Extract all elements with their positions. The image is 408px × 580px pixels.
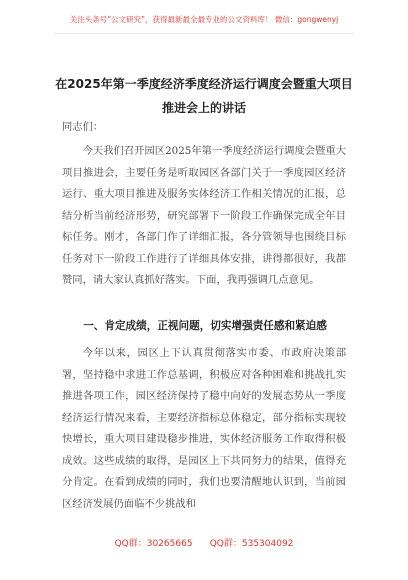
header-promo-text: 关注头条号“公文研究”，获得最新最全最专业的公文资料库！ 微信：gongwenyj [69,15,339,24]
document-title: 在2025年第一季度经济季度经济运行调度会暨重大项目推进会上的讲话 [55,77,353,115]
paragraph-body: 今年以来，园区上下认真贯彻落实市委、市政府决策部署，坚持稳中求进工作总基调，积极应对各种困难和挑战扎实推进各项工作，园区经济保持了稳中向好的发展态势从一季度经济运行情况来看，主要经济指标总体稳定，部分指标实现较快增长，重大项目建设稳步推进，实体经济服务工作取得积极成效。这些成绩的取得，是园区上下共同努力的结果，值得充分肯定。在看到成绩的同时，我们也要清醒地认识到，当前园区经济发展仍面临不少挑战和 [62,347,346,510]
salutation: 同志们： [62,121,104,133]
section-heading: 一、肯定成绩，正视问题，切实增强责任感和紧迫感 [83,320,327,332]
header-divider [54,33,354,34]
paragraph-opening: 今天我们召开园区2025年第一季度经济运行调度会暨重大项目推进会，主要任务是听取园区各部门关于一季度园区经济运行、重大项目推进及服务实体经济工作相关情况的汇报，总结分析当前经济形势，研究部署下一阶段工作确保完成全年目标任务。刚才，各部门作了详细汇报，各分管领导也围绕目标任务对下一阶段工作进行了详细具体安排，讲得都很好，我都赞同，请大家认真抓好落实。下面，我再强调几点意见。 [62,145,346,286]
footer-contact-text: QQ群：30265665 QQ群：535304092 [114,539,294,549]
